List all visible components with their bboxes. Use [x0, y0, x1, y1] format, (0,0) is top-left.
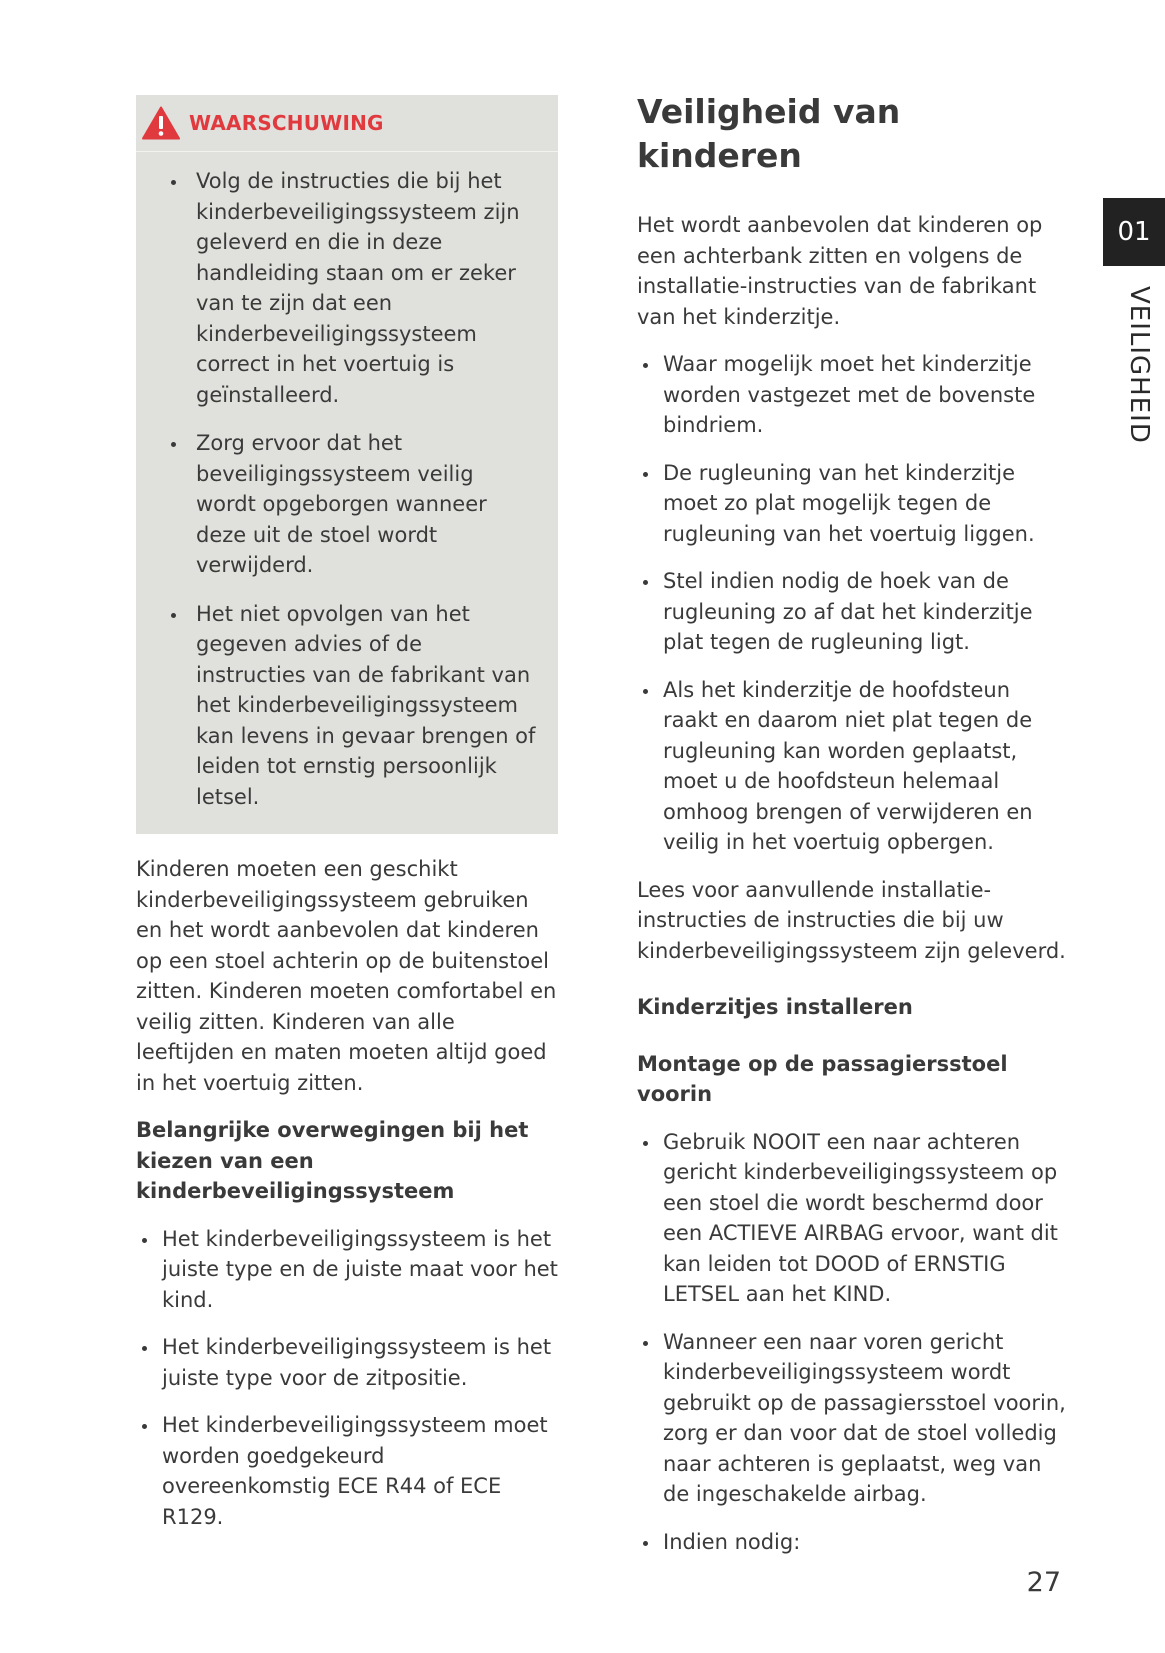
intro-paragraph: Het wordt aanbevolen dat kinderen op een achterbank zitten en volgens de installatie-instructies van de fabrikant van het kinderzitje.	[637, 213, 1043, 329]
warning-list	[136, 152, 558, 812]
installing-heading: Kinderzitjes installeren	[637, 995, 913, 1019]
right-column	[637, 90, 1067, 1574]
list-item: Stel indien nodig de hoek van de rugleuning zo af dat het kinderzitje plat tegen de rugleuning ligt.	[663, 566, 1067, 658]
list-item: Gebruik NOOIT een naar achteren gericht kinderbeveiligingssysteem op een stoel die wordt beschermd door een ACTIEVE AIRBAG ervoor, want dit kan leiden tot DOOD of ERNSTIG LETSEL aan het KIND.	[663, 1127, 1067, 1310]
list-item: Volg de instructies die bij het kinderbeveiligingssysteem zijn geleverd en die in deze handleiding staan om er zeker van te zijn dat een kinderbeveiligingssysteem correct in het voertuig is geïnstalleerd.	[196, 166, 538, 410]
list-item: Het kinderbeveiligingssysteem is het juiste type en de juiste maat voor het kind.	[162, 1224, 558, 1316]
note-paragraph: Lees voor aanvullende installatie-instructies de instructies die bij uw kinderbeveiligingssysteem zijn geleverd.	[637, 877, 1066, 963]
list-item: Waar mogelijk moet het kinderzitje worden vastgezet met de bovenste bindriem.	[663, 349, 1067, 441]
list-item: De rugleuning van het kinderzitje moet zo plat mogelijk tegen de rugleuning van het voertuig liggen.	[663, 458, 1067, 550]
warning-triangle-icon	[142, 106, 180, 140]
list-item: Als het kinderzitje de hoofdsteun raakt en daarom niet plat tegen de rugleuning kan worden geplaatst, moet u de hoofdsteun helemaal omhoog brengen of verwijderen en veilig in het voertuig opbergen.	[663, 675, 1067, 858]
front-seat-heading: Montage op de passagiersstoel voorin	[637, 1051, 1008, 1106]
chapter-tab: 01	[1103, 198, 1165, 266]
list-item: Wanneer een naar voren gericht kinderbeveiligingssysteem wordt gebruikt op de passagiersstoel voorin, zorg er dan voor dat de stoel volledig naar achteren is geplaatst, weg van de ingeschakelde airbag.	[663, 1327, 1067, 1510]
list-item: Het kinderbeveiligingssysteem is het juiste type voor de zitpositie.	[162, 1332, 558, 1393]
page-number: 27	[1026, 1567, 1061, 1598]
chapter-label: VEILIGHEID	[1124, 286, 1154, 444]
intro-paragraph: Kinderen moeten een geschikt kinderbeveiligingssysteem gebruiken en het wordt aanbevolen dat kinderen op een stoel achterin op de buitenstoel zitten. Kinderen moeten comfortabel en veilig zitten. Kinderen van alle leeftijden en maten moeten altijd goed in het voertuig zitten.	[136, 857, 557, 1095]
section-title: Veiligheid van kinderen	[637, 92, 901, 175]
front-seat-list	[637, 1127, 1067, 1558]
considerations-list	[136, 1224, 558, 1533]
list-item: Zorg ervoor dat het beveiligingssysteem veilig wordt opgeborgen wanneer deze uit de stoel wordt verwijderd.	[196, 428, 538, 581]
warning-header	[136, 95, 558, 152]
left-column	[136, 95, 558, 1549]
installation-tips-list	[637, 349, 1067, 858]
considerations-heading: Belangrijke overwegingen bij het kiezen van een kinderbeveiligingssysteem	[136, 1118, 529, 1203]
list-item: Het kinderbeveiligingssysteem moet worden goedgekeurd overeenkomstig ECE R44 of ECE R129.	[162, 1410, 558, 1532]
warning-box	[136, 95, 558, 834]
warning-title: WAARSCHUWING	[189, 111, 384, 135]
list-item: Het niet opvolgen van het gegeven advies of de instructies van de fabrikant van het kinderbeveiligingssysteem kan levens in gevaar brengen of leiden tot ernstig persoonlijk letsel.	[196, 599, 538, 813]
list-item: Indien nodig:	[663, 1527, 1067, 1558]
